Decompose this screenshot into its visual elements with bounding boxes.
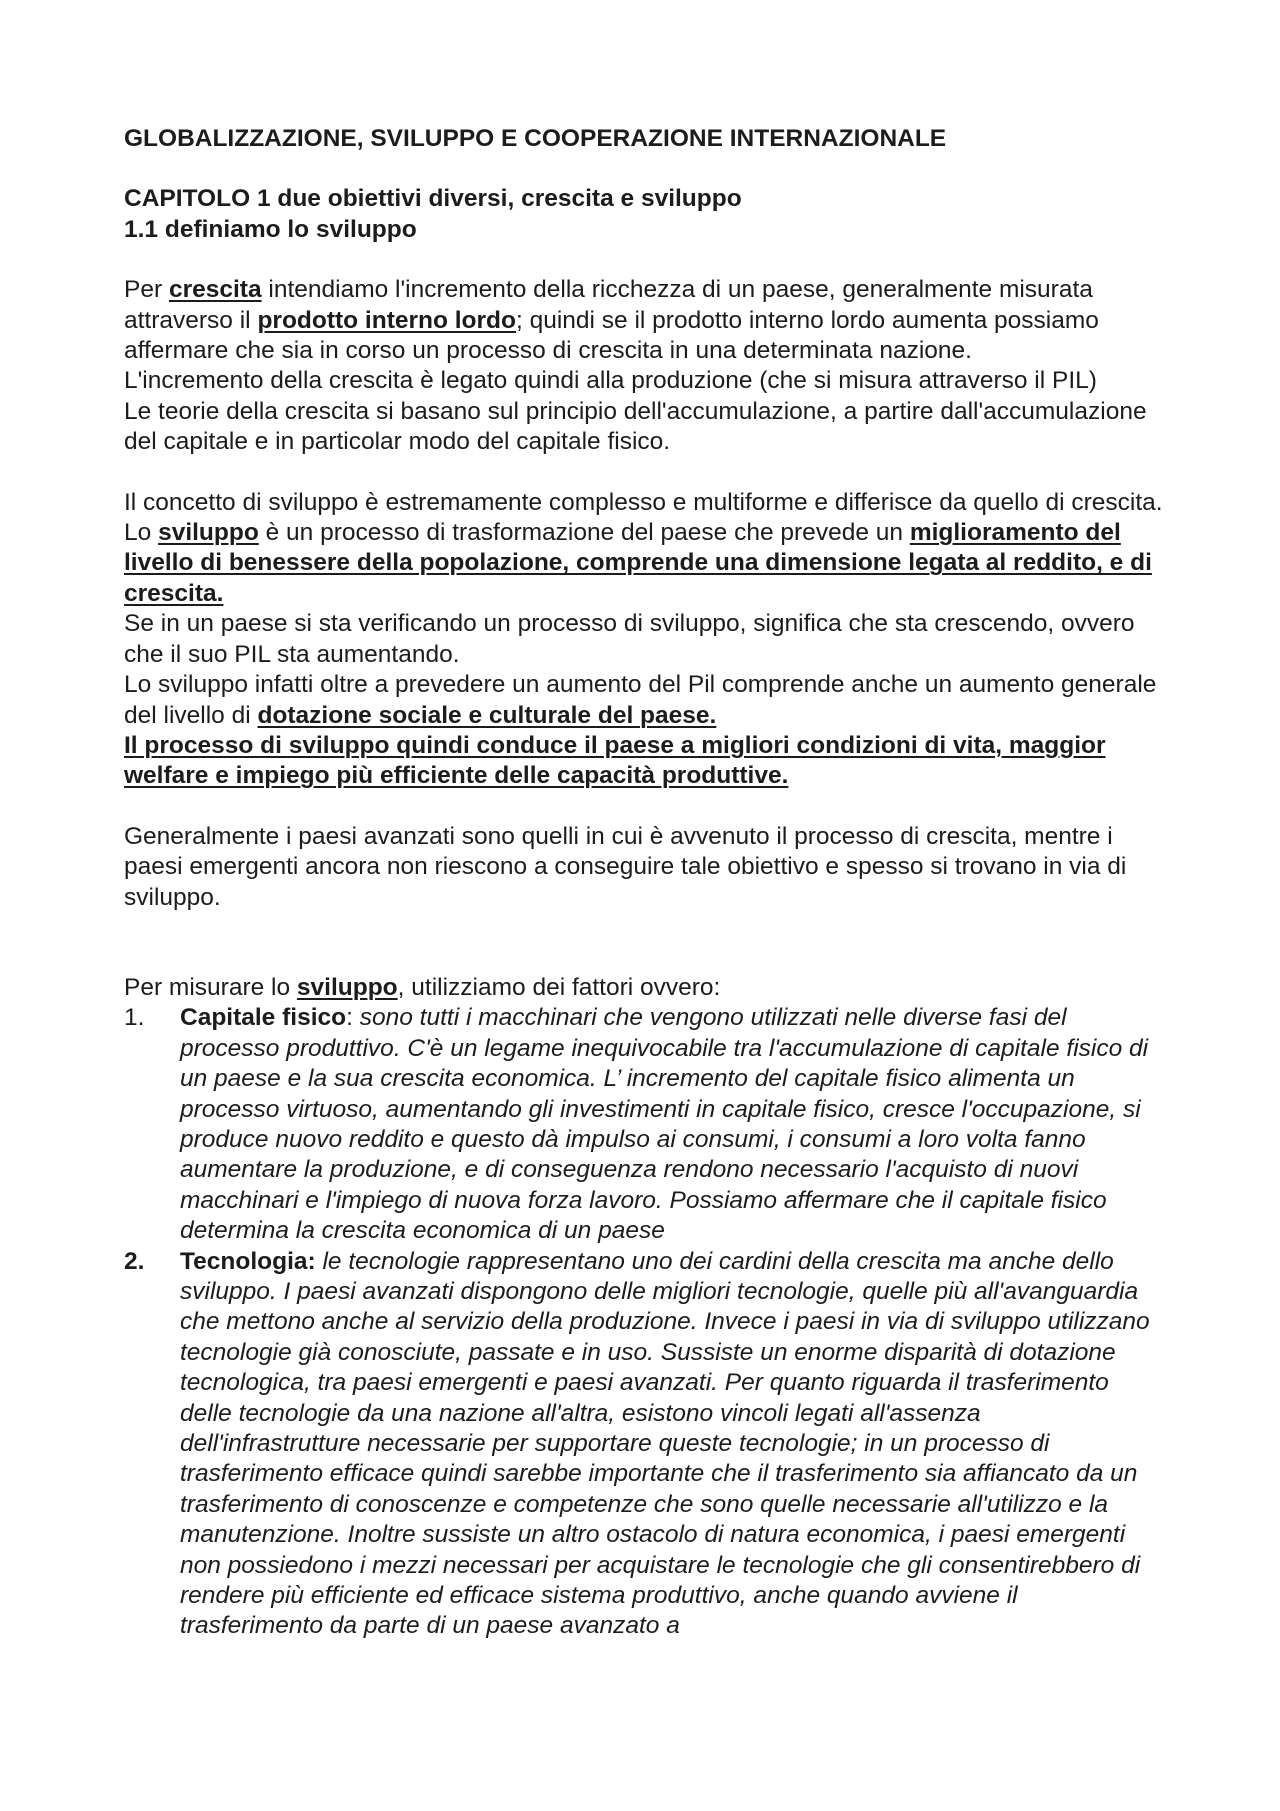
keyword-miglioramento: miglioramento del livello di benessere della popolazione, comprende una dimensione legata al reddito, e di crescita. (124, 519, 1152, 607)
list-item-body (180, 1247, 1164, 1642)
factor-description: le tecnologie rappresentano uno dei cardini della crescita ma anche dello sviluppo. I paesi avanzati dispongono delle migliori tecnologie, quelle più all'avanguardia che mettono anche al servizio della produzione. Invece i paesi in via di sviluppo utilizzano tecnologie già conosciute, passate e in uso. Sussiste un enorme disparità di dotazione tecnologica, tra paesi emergenti e paesi avanzati. Per quanto riguarda il trasferimento delle tecnologie da una nazione all'altra, esistono vincoli legati all'assenza dell'infrastrutture necessarie per supportare queste tecnologie; in un processo di trasferimento efficace quindi sarebbe importante che il trasferimento sia affiancato da un trasferimento di conoscenze e competenze che sono quelle necessarie all'utilizzo e la manutenzione. Inoltre sussiste un altro ostacolo di natura economica, i paesi emergenti non possiedono i mezzi necessari per acquistare le tecnologie che gli consentirebbero di rendere più efficiente ed efficace sistema produttivo, anche quando avviene il trasferimento da parte di un paese avanzato a (180, 1247, 1150, 1640)
paragraph-sviluppo (124, 488, 1164, 792)
factor-description: sono tutti i macchinari che vengono utilizzati nelle diverse fasi del processo produttivo. C'è un legame inequivocabile tra l'accumulazione di capitale fisico di un paese e la sua crescita economica. L’ incremento del capitale fisico alimenta un processo virtuoso, aumentando gli investimenti in capitale fisico, cresce l'occupazione, si produce nuovo reddito e questo dà impulso ai consumi, i consumi a loro volta fanno aumentare la produzione, e di conseguenza rendono necessario l'acquisto di nuovi macchinari e l'impiego di nuova forza lavoro. Possiamo affermare che il capitale fisico determina la crescita economica di un paese (180, 1004, 1149, 1245)
chapter-heading-block (124, 184, 1164, 245)
text-run: : (346, 1004, 360, 1032)
crescita-line-theories: Le teorie della crescita si basano sul principio dell'accumulazione, a partire dall'accumulazione del capitale e in particolar modo del capitale fisico. (124, 397, 1147, 456)
factor-term: Capitale fisico (180, 1004, 347, 1032)
section-heading: 1.1 definiamo lo sviluppo (124, 215, 417, 243)
list-item (124, 1247, 1164, 1642)
spacer (124, 792, 1164, 822)
paragraph-crescita (124, 275, 1164, 457)
keyword-sviluppo: sviluppo (158, 519, 259, 547)
text-run: Lo sviluppo infatti oltre a prevedere un aumento del Pil comprende anche un aumento generale del livello di (124, 671, 1157, 729)
text-run: Per misurare lo (124, 973, 297, 1001)
crescita-definition (124, 275, 1164, 366)
list-item-body (180, 1003, 1164, 1246)
list-item (124, 1003, 1164, 1246)
keyword-sviluppo-factors: sviluppo (296, 973, 398, 1001)
sviluppo-pil-line: Se in un paese si sta verificando un processo di sviluppo, significa che sta crescendo, ovvero che il suo PIL sta aumentando. (124, 610, 1135, 668)
sviluppo-concept: Il concetto di sviluppo è estremamente complesso e multiforme e differisce da quello di crescita. (124, 488, 1163, 516)
crescita-line-production: L'incremento della crescita è legato quindi alla produzione (che si misura attraverso il PIL) (124, 367, 1097, 395)
text-run: è un processo di trasformazione del paese che prevede un (258, 519, 910, 547)
sviluppo-dotazione-line (124, 670, 1164, 731)
text-run: Lo (124, 519, 159, 547)
document-title: GLOBALIZZAZIONE, SVILUPPO E COOPERAZIONE INTERNAZIONALE (124, 125, 947, 152)
keyword-crescita: crescita (168, 276, 262, 304)
chapter-heading: CAPITOLO 1 due obiettivi diversi, crescita e sviluppo (124, 185, 742, 213)
factor-term: Tecnologia: (180, 1247, 316, 1275)
keyword-dotazione: dotazione sociale e culturale del paese. (257, 701, 717, 729)
sviluppo-conclusion: Il processo di sviluppo quindi conduce il paese a migliori condizioni di vita, maggior welfare e impiego più efficiente delle capacità produttive. (124, 731, 1106, 790)
spacer (124, 458, 1164, 488)
list-number: 2. (124, 1247, 145, 1275)
factors-intro (124, 973, 1164, 1003)
factors-list (124, 1003, 1164, 1642)
spacer (124, 913, 1164, 973)
text-run: , utilizziamo dei fattori ovvero: (397, 973, 721, 1001)
sviluppo-definition (124, 518, 1164, 609)
list-number: 1. (124, 1004, 145, 1032)
text-run: Per (124, 276, 169, 304)
keyword-pil: prodotto interno lordo (257, 306, 516, 334)
text-run: intendiamo l'incremento della ricchezza di un paese, generalmente misurata attraverso il (124, 276, 1093, 334)
paragraph-paesi: Generalmente i paesi avanzati sono quelli in cui è avvenuto il processo di crescita, mentre i paesi emergenti ancora non riescono a conseguire tale obiettivo e spesso si trovano in via di sviluppo. (124, 822, 1127, 911)
text-run: ; quindi se il prodotto interno lordo aumenta possiamo affermare che sia in corso un processo di crescita in una determinata nazione. (124, 306, 1099, 365)
